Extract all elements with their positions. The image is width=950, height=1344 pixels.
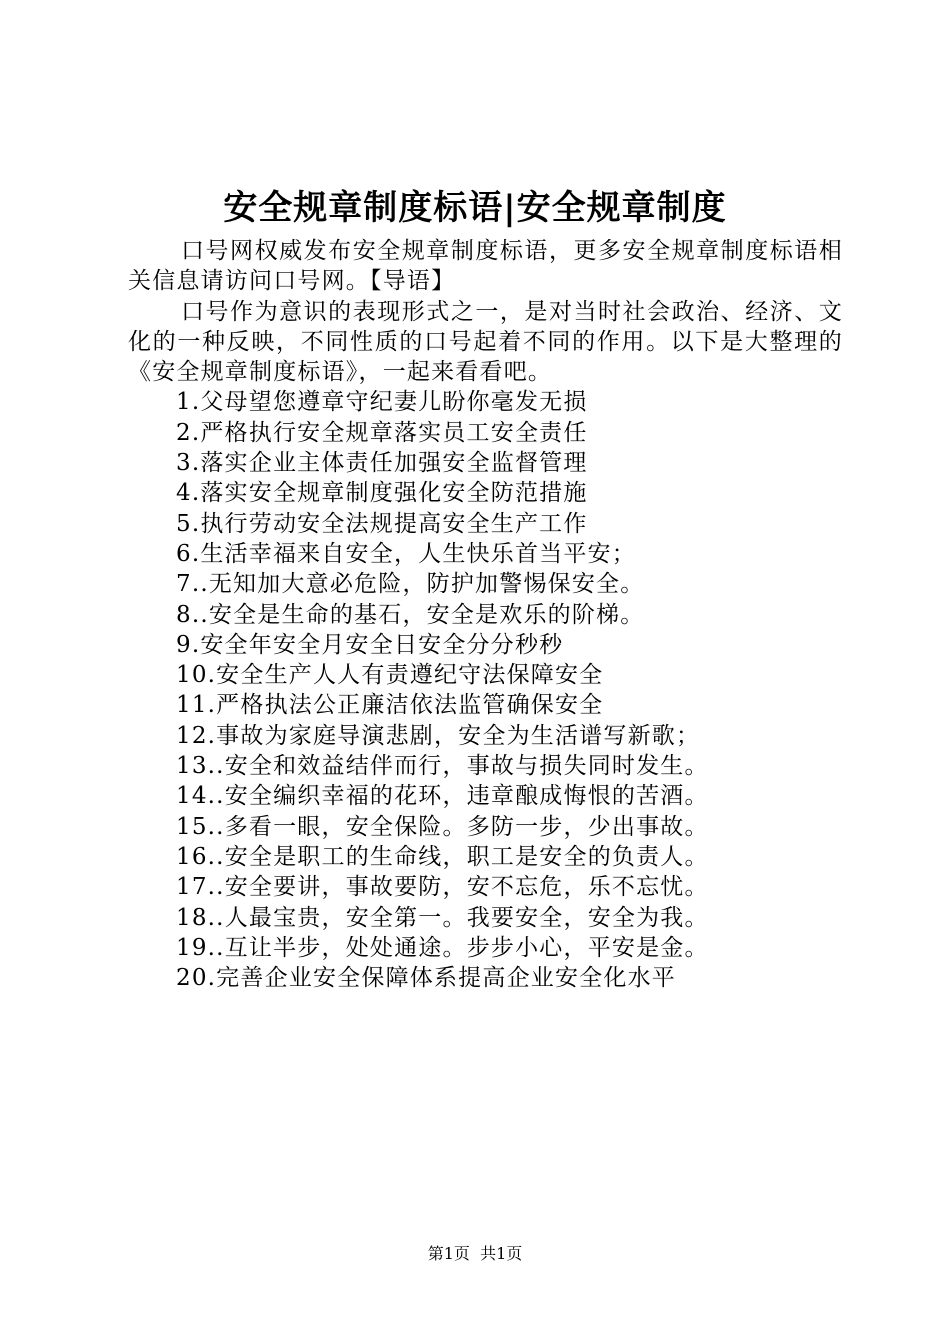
document-body xyxy=(128,236,843,993)
slogan-item: 3.落实企业主体责任加强安全监督管理 xyxy=(176,450,588,477)
slogan-item: 17..安全要讲，事故要防，安不忘危，乐不忘忧。 xyxy=(176,874,709,901)
document-title: 安全规章制度标语|安全规章制度 xyxy=(223,188,727,228)
slogan-item: 18..人最宝贵，安全第一。我要安全，安全为我。 xyxy=(176,904,709,931)
intro-paragraph: 口号网权威发布安全规章制度标语，更多安全规章制度标语相关信息请访问口号网。【导语】 xyxy=(128,238,843,295)
slogan-item: 13..安全和效益结伴而行，事故与损失同时发生。 xyxy=(176,753,709,780)
slogan-list xyxy=(128,387,843,993)
intro-paragraph: 口号作为意识的表现形式之一，是对当时社会政治、经济、文化的一种反映，不同性质的口号起着不同的作用。以下是大整理的《安全规章制度标语》，一起来看看吧。 xyxy=(128,298,843,386)
slogan-item: 2.严格执行安全规章落实员工安全责任 xyxy=(176,419,588,446)
slogan-item: 19..互让半步，处处通途。步步小心，平安是金。 xyxy=(176,934,709,961)
slogan-item: 1.父母望您遵章守纪妻儿盼你毫发无损 xyxy=(176,389,588,416)
slogan-item: 12.事故为家庭导演悲剧，安全为生活谱写新歌； xyxy=(176,722,701,749)
page-footer: 第1页 共1页 xyxy=(427,1244,523,1263)
slogan-item: 20.完善企业安全保障体系提高企业安全化水平 xyxy=(176,965,676,992)
slogan-item: 5.执行劳动安全法规提高安全生产工作 xyxy=(176,510,588,537)
slogan-item: 10.安全生产人人有责遵纪守法保障安全 xyxy=(176,662,604,689)
slogan-item: 11.严格执法公正廉洁依法监管确保安全 xyxy=(176,692,604,719)
slogan-item: 16..安全是职工的生命线，职工是安全的负责人。 xyxy=(176,843,709,870)
slogan-item: 9.安全年安全月安全日安全分分秒秒 xyxy=(176,631,564,658)
slogan-item: 15..多看一眼，安全保险。多防一步，少出事故。 xyxy=(176,813,709,840)
slogan-item: 4.落实安全规章制度强化安全防范措施 xyxy=(176,480,588,507)
slogan-item: 6.生活幸福来自安全，人生快乐首当平安； xyxy=(176,540,636,567)
slogan-item: 14..安全编织幸福的花环，违章酿成悔恨的苦酒。 xyxy=(176,783,709,810)
slogan-item: 7..无知加大意必危险，防护加警惕保安全。 xyxy=(176,571,645,598)
slogan-item: 8..安全是生命的基石，安全是欢乐的阶梯。 xyxy=(176,601,645,628)
